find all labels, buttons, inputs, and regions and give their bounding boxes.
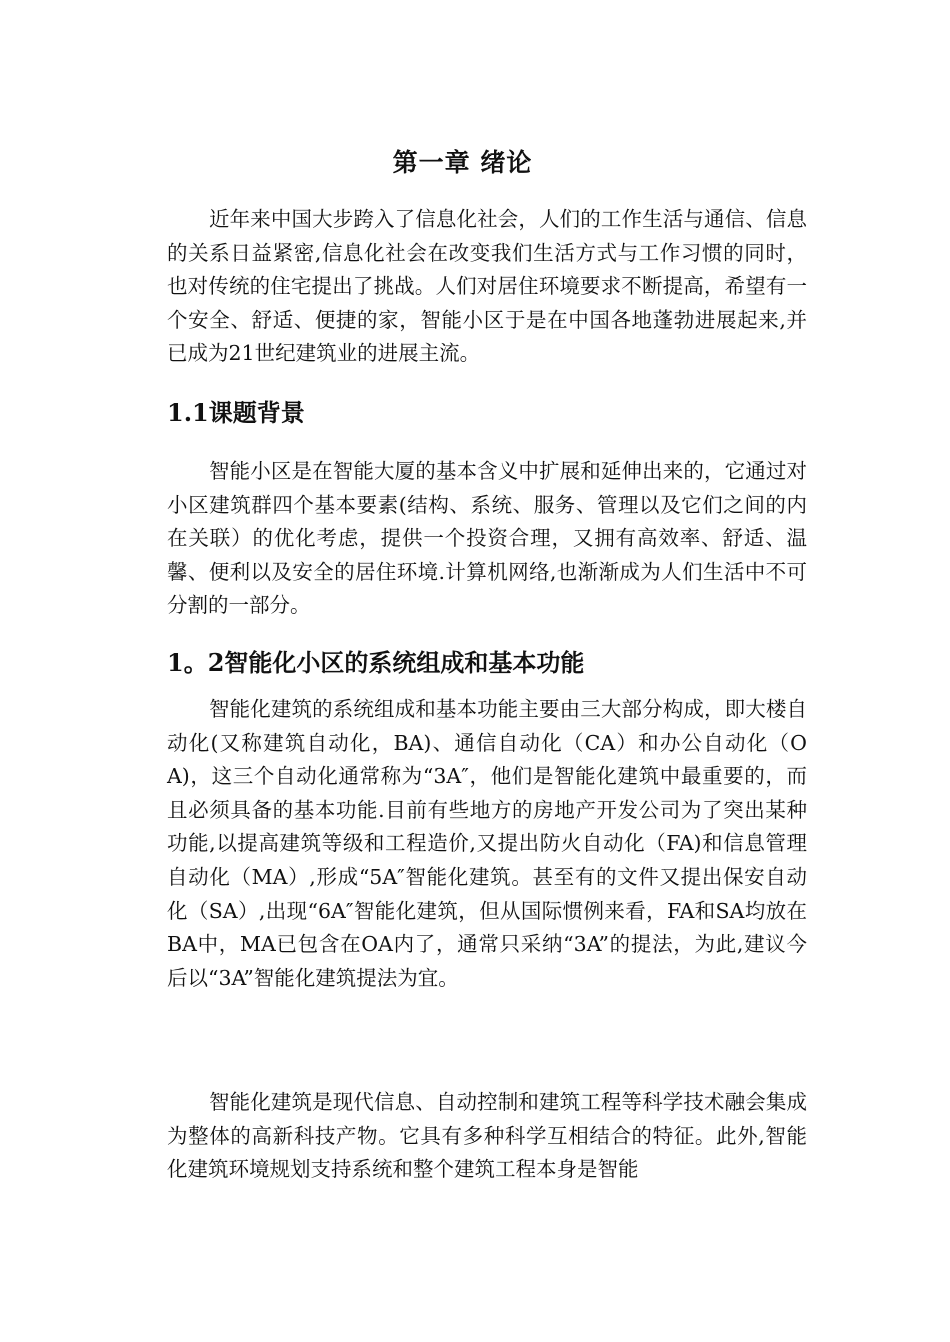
section-heading-1-1: 1.1课题背景 — [167, 398, 305, 427]
section-1-2-paragraph-2: 智能化建筑是现代信息、自动控制和建筑工程等科学技术融会集成为整体的高新科技产物。它具有多种科学互相结合的特征。此外,智能化建筑环境规划支持系统和整个建筑工程本身是智能 — [167, 1090, 807, 1182]
section-1-1-paragraph: 智能小区是在智能大厦的基本含义中扩展和延伸出来的，它通过对小区建筑群四个基本要素(结构、系统、服务、管理以及它们之间的内在关联）的优化考虑，提供一个投资合理，又拥有高效率、舒适、温馨、便利以及安全的居住环境.计算机网络,也渐渐成为人们生活中不可分割的一部分。 — [167, 459, 807, 618]
section-1-2-paragraph-1: 智能化建筑的系统组成和基本功能主要由三大部分构成，即大楼自动化(又称建筑自动化，BA)、通信自动化（CA）和办公自动化（OA)，这三个自动化通常称为“3A″，他们是智能化建筑中最重要的，而且必须具备的基本功能.目前有些地方的房地产开发公司为了突出某种功能,以提高建筑等级和工程造价,又提出防火自动化（FA)和信息管理自动化（MA）,形成“5A″智能化建筑。甚至有的文件又提出保安自动化（SA）,出现“6A″智能化建筑，但从国际惯例来看，FA和SA均放在BA中，MA已包含在OA内了，通常只采纳“3A”的提法，为此,建议今后以“3A”智能化建筑提法为宜。 — [167, 697, 807, 990]
section-heading-1-2: 1。2智能化小区的系统组成和基本功能 — [167, 648, 585, 677]
chapter-title: 第一章 绪论 — [392, 148, 533, 177]
intro-paragraph: 近年来中国大步跨入了信息化社会，人们的工作生活与通信、信息的关系日益紧密,信息化社会在改变我们生活方式与工作习惯的同时，也对传统的住宅提出了挑战。人们对居住环境要求不断提高，希望有一个安全、舒适、便捷的家，智能小区于是在中国各地蓬勃进展起来,并已成为21世纪建筑业的进展主流。 — [167, 207, 807, 366]
